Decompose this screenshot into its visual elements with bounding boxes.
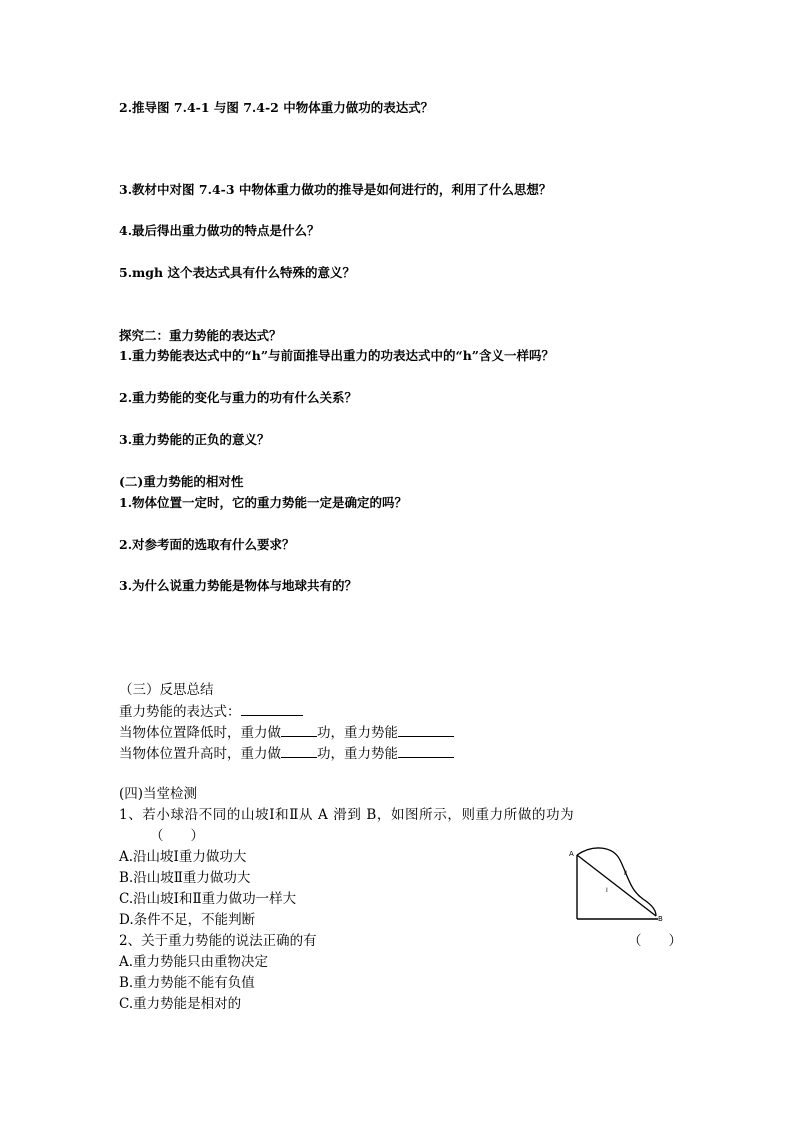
test-question-1-option-a: A.沿山坡Ⅰ重力做功大 (119, 849, 247, 865)
question-2: 2.推导图 7.4-1 与图 7.4-2 中物体重力做功的表达式？ (119, 100, 434, 115)
section-title-test: (四)当堂检测 (119, 786, 198, 802)
relativity-question-3: 3.为什么说重力势能是物体与地球共有的？ (119, 578, 358, 593)
slope-1-label: Ⅰ (606, 887, 608, 894)
test-question-1-option-b: B.沿山坡Ⅱ重力做功大 (119, 870, 251, 886)
section-title-summary: （三）反思总结 (119, 682, 214, 698)
slope-figure (568, 842, 668, 924)
test-question-2-option-c: C.重力势能是相对的 (119, 996, 242, 1012)
fill-blank[interactable] (281, 723, 317, 737)
test-question-2-option-a: A.重力势能只由重物决定 (119, 954, 269, 970)
test-question-2-option-b: B.重力势能不能有负值 (119, 975, 255, 991)
section-title-relativity: (二)重力势能的相对性 (119, 474, 244, 489)
question-3: 3.教材中对图 7.4-3 中物体重力做功的推导是如何进行的，利用了什么思想？ (119, 182, 552, 197)
test-question-2-stem: 2、关于重力势能的说法正确的有 (119, 933, 317, 949)
summary-text: 当物体位置升高时，重力做 (119, 746, 281, 762)
summary-text: 当物体位置降低时，重力做 (119, 725, 281, 741)
point-b-label: B (658, 915, 663, 923)
summary-line-3 (119, 744, 454, 763)
point-a-label: A (569, 850, 574, 858)
fill-blank[interactable] (398, 723, 454, 737)
summary-text: 功，重力势能 (317, 725, 398, 741)
fill-blank[interactable] (398, 744, 454, 758)
relativity-question-2: 2.对参考面的选取有什么要求？ (119, 537, 295, 552)
slope-2-label: Ⅱ (624, 870, 627, 877)
test-question-1-answer-paren: （ ） (150, 828, 204, 844)
summary-label-expression: 重力势能的表达式： (119, 704, 241, 720)
fill-blank[interactable] (281, 744, 317, 758)
test-question-1-stem: 1、若小球沿不同的山坡Ⅰ和Ⅱ从 A 滑到 B，如图所示，则重力所做的功为 (119, 807, 575, 823)
slope-2-curve (577, 848, 656, 916)
summary-line-2 (119, 723, 454, 742)
explore2-question-3: 3.重力势能的正负的意义？ (119, 432, 270, 447)
explore2-question-1: 1.重力势能表达式中的“h”与前面推导出重力的功表达式中的“h”含义一样吗？ (119, 348, 554, 363)
fill-blank[interactable] (241, 702, 303, 716)
section-title-explore-2: 探究二：重力势能的表达式？ (119, 328, 282, 343)
question-4: 4.最后得出重力做功的特点是什么？ (119, 223, 320, 238)
slope-1-line (577, 855, 656, 916)
test-question-1-option-c: C.沿山坡Ⅰ和Ⅱ重力做功一样大 (119, 891, 297, 907)
test-question-1-option-d: D.条件不足，不能判断 (119, 912, 256, 928)
explore2-question-2: 2.重力势能的变化与重力的功有什么关系？ (119, 390, 358, 405)
test-question-2-answer-paren: （ ） (628, 933, 682, 949)
question-5: 5.mgh 这个表达式具有什么特殊的意义？ (119, 265, 355, 280)
relativity-question-1: 1.物体位置一定时，它的重力势能一定是确定的吗？ (119, 495, 408, 510)
summary-line-1 (119, 702, 303, 721)
summary-text: 功，重力势能 (317, 746, 398, 762)
